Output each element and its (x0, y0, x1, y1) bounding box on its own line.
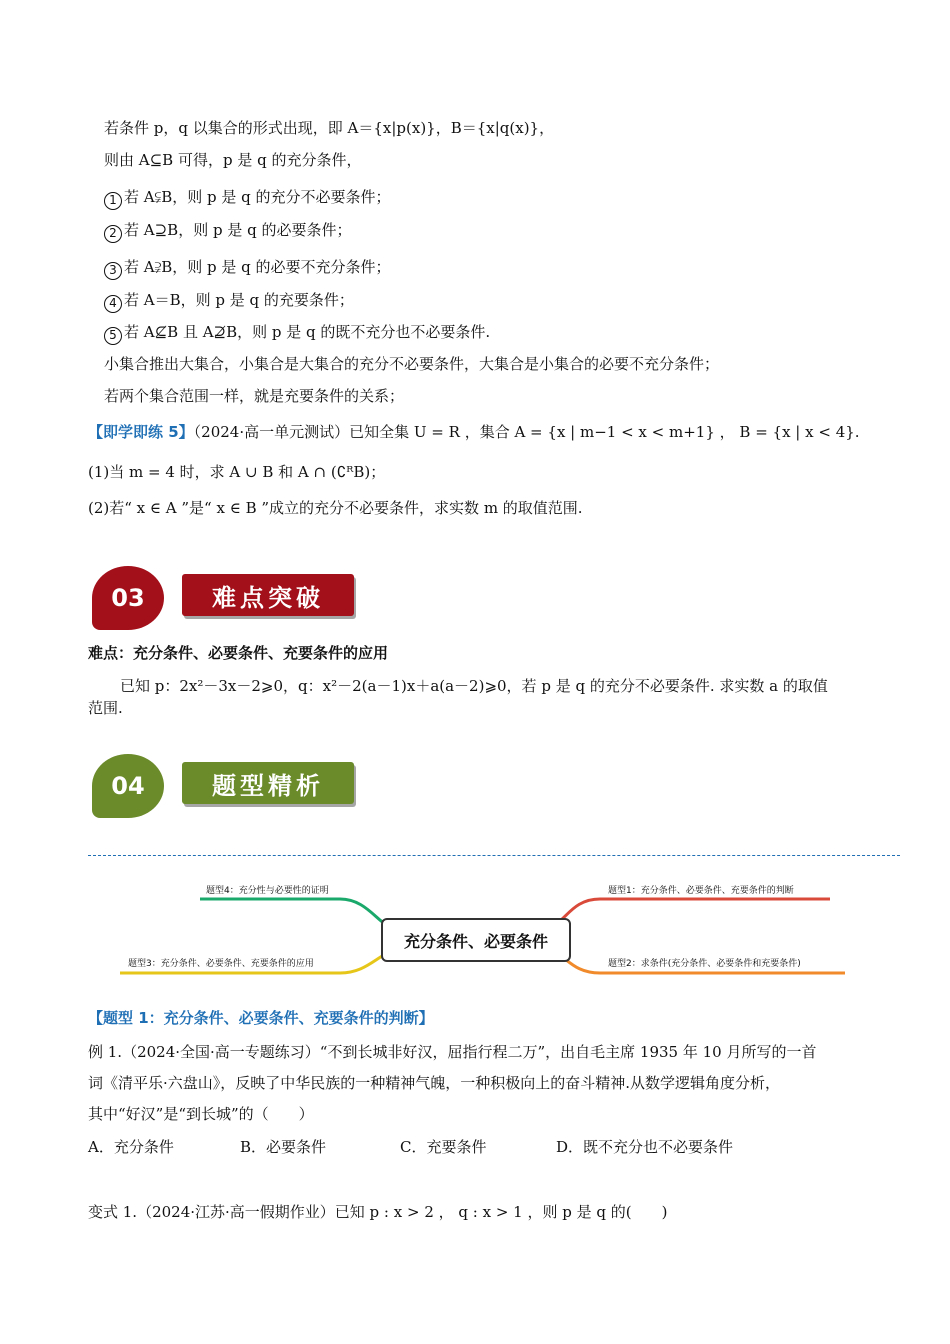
section-number: 04 (92, 754, 164, 818)
circled-number: 1 (104, 192, 122, 210)
practice-prompt (88, 422, 860, 442)
example-line-2: 词《清平乐·六盘山》，反映了中华民族的一种精神气魄，一种积极向上的奋斗精神.从数学逻辑角度分析， (88, 1074, 781, 1092)
section-04-badge (92, 748, 362, 828)
case-1 (104, 187, 391, 210)
case-2 (104, 220, 351, 243)
difficulty-line-2: 范围. (88, 699, 123, 717)
intro-line-3: 小集合推出大集合，小集合是大集合的充分不必要条件，大集合是小集合的必要不充分条件； (104, 355, 720, 373)
example-line-1: 例 1.（2024·全国·高一专题练习）“不到长城非好汉，屈指行程二万”，出自毛主席 1935 年 10 月所写的一首 (88, 1043, 817, 1061)
mindmap-center: 充分条件、必要条件 (381, 918, 571, 962)
case-3 (104, 257, 391, 280)
branch-line-4 (200, 899, 400, 930)
intro-line-2: 则由 A⊆B 可得，p 是 q 的充分条件， (104, 151, 362, 169)
difficulty-heading: 难点：充分条件、必要条件、充要条件的应用 (88, 644, 389, 662)
circled-number: 4 (104, 295, 122, 313)
option-b[interactable]: B．必要条件 (240, 1138, 327, 1156)
circled-number: 2 (104, 225, 122, 243)
case-text: 若 A＝B，则 p 是 q 的充要条件； (124, 291, 354, 309)
case-text: 若 A⫋B，则 p 是 q 的充分不必要条件； (124, 188, 391, 206)
section-03-badge (92, 560, 362, 640)
mindmap-branch-1: 题型1：充分条件、必要条件、充要条件的判断 (608, 886, 794, 896)
case-text: 若 A⫌B，则 p 是 q 的必要不充分条件； (124, 258, 391, 276)
answer-options (88, 1137, 733, 1157)
type1-heading: 【题型 1：充分条件、必要条件、充要条件的判断】 (88, 1009, 434, 1027)
case-5 (104, 322, 490, 345)
mindmap-branch-3: 题型3：充分条件、必要条件、充要条件的应用 (128, 959, 314, 969)
practice-q1: (1)当 m = 4 时，求 A ∪ B 和 A ∩ (∁ᴿB)； (88, 463, 386, 481)
case-4 (104, 290, 354, 313)
section-number: 03 (92, 566, 164, 630)
case-text: 若 A⊇B，则 p 是 q 的必要条件； (124, 221, 352, 239)
option-c[interactable]: C．充要条件 (400, 1138, 487, 1156)
practice-q2: (2)若“ x ∈ A ”是“ x ∈ B ”成立的充分不必要条件，求实数 m 的取值范围. (88, 499, 583, 517)
practice-tag: 【即学即练 5】 (88, 423, 194, 441)
divider (88, 855, 900, 856)
branch-line-1 (550, 899, 830, 925)
circled-number: 3 (104, 262, 122, 280)
example-line-3: 其中“好汉”是“到长城”的（ ） (88, 1105, 314, 1123)
difficulty-line-1: 已知 p：2x²－3x－2⩾0，q：x²－2(a－1)x＋a(a－2)⩾0，若 p 是 q 的充分不必要条件. 求实数 a 的取值 (120, 677, 828, 695)
intro-line-1: 若条件 p，q 以集合的形式出现，即 A＝{x|p(x)}，B＝{x|q(x)}， (104, 119, 555, 137)
mindmap-branch-4: 题型4：充分性与必要性的证明 (206, 886, 329, 896)
section-title: 题型精析 (182, 762, 354, 804)
intro-line-4: 若两个集合范围一样，就是充要条件的关系； (104, 387, 405, 405)
option-d[interactable]: D．既不充分也不必要条件 (556, 1138, 734, 1156)
practice-text: （2024·高一单元测试）已知全集 U = R ，集合 A = {x | m−1 < x < m+1} ， B = {x | x < 4}. (193, 423, 860, 441)
section-title: 难点突破 (182, 574, 354, 616)
circled-number: 5 (104, 327, 122, 345)
case-text: 若 A⊈B 且 A⊉B，则 p 是 q 的既不充分也不必要条件. (124, 323, 491, 341)
mindmap-branch-2: 题型2：求条件(充分条件、必要条件和充要条件) (608, 959, 801, 969)
variant-1: 变式 1.（2024·江苏·高一假期作业）已知 p : x > 2 ， q : x > 1 ，则 p 是 q 的( ) (88, 1203, 668, 1221)
option-a[interactable]: A．充分条件 (88, 1138, 174, 1156)
